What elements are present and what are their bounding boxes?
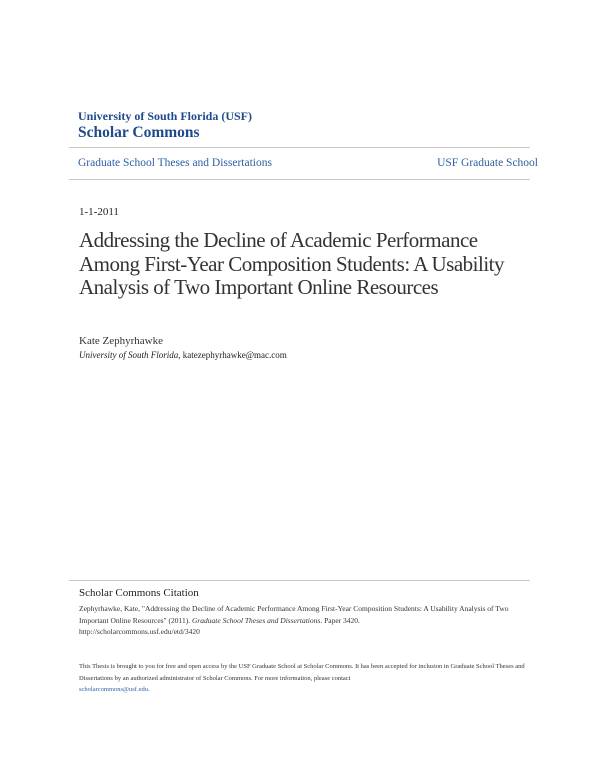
affiliation-name: University of South Florida: [79, 350, 179, 360]
citation-url[interactable]: http://scholarcommons.usf.edu/etd/3420: [79, 627, 200, 636]
citation-text: [79, 603, 534, 638]
graduate-school-link[interactable]: USF Graduate School: [437, 157, 538, 169]
collection-link[interactable]: Graduate School Theses and Dissertations: [78, 157, 272, 169]
author-name: Kate Zephyrhawke: [79, 335, 163, 347]
author-affiliation: [79, 350, 287, 360]
notice-text: This Thesis is brought to you for free and open access by the USF Graduate School at Scholar Commons. It has been accepted for inclusion in Graduate School Theses and Dissertations by an authorized administrator of Scholar Commons. For more information, please contact: [79, 663, 525, 682]
notice-period: .: [148, 686, 150, 693]
divider-nav: [69, 179, 530, 180]
university-name[interactable]: University of South Florida (USF): [78, 109, 252, 123]
institution-header: [78, 109, 252, 142]
contact-email-link[interactable]: scholarcommons@usf.edu: [79, 686, 148, 693]
publication-date: 1-1-2011: [79, 206, 119, 218]
document-title: Addressing the Decline of Academic Performance Among First-Year Composition Students: A Usability Analysis of Two Important Online Resources: [79, 228, 504, 299]
citation-series: Graduate School Theses and Dissertations: [191, 615, 321, 625]
divider-citation: [69, 580, 530, 581]
repository-name[interactable]: Scholar Commons: [78, 124, 200, 141]
citation-main: Zephyrhawke, Kate, "Addressing the Decline of Academic Performance Among First-Year Composition Students: A Usability Analysis of Two Important Online Resources" (2011).: [79, 604, 509, 625]
citation-heading: Scholar Commons Citation: [79, 587, 199, 599]
author-email: , katezephyrhawke@mac.com: [178, 350, 287, 360]
access-notice: [79, 661, 534, 696]
divider-top: [69, 147, 530, 148]
citation-paper-number: . Paper 3420.: [320, 615, 360, 625]
